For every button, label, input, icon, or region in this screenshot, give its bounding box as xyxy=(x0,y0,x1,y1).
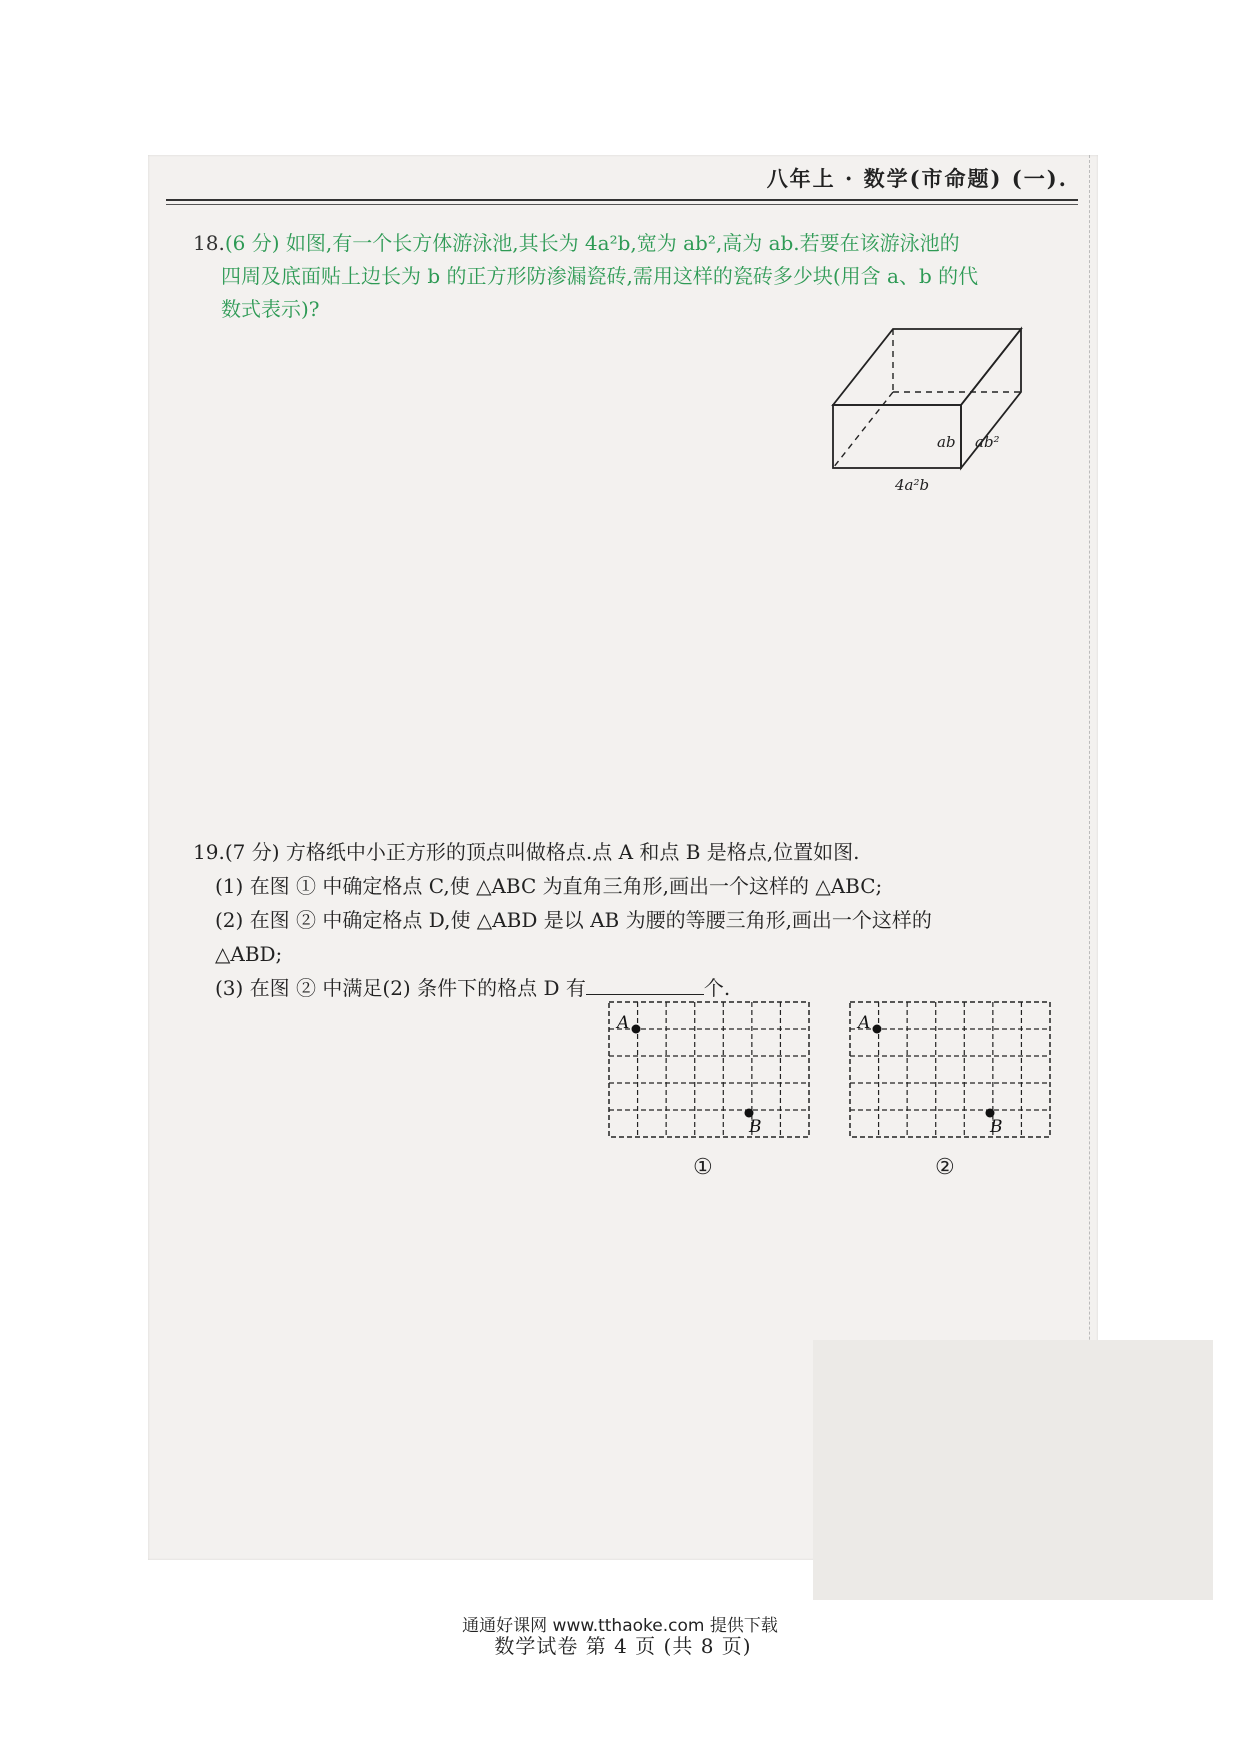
question-19 xyxy=(193,835,1073,1005)
grid-2-border xyxy=(850,1002,1050,1137)
question-19-part2-cont: △ABD; xyxy=(215,942,283,966)
question-18 xyxy=(193,227,1063,326)
label-length: 4a²b xyxy=(895,476,930,494)
page-footer: 数学试卷 第 4 页 (共 8 页) xyxy=(494,1634,752,1658)
question-18-line3: 数式表示)? xyxy=(221,297,320,321)
question-18-line1: (6 分) 如图,有一个长方体游泳池,其长为 4a²b,宽为 ab²,高为 ab.若要在该游泳池的 xyxy=(224,231,960,255)
grid-figure-2 xyxy=(848,1000,1058,1150)
grid-1-lines xyxy=(609,1002,809,1137)
question-19-number: 19. xyxy=(193,840,225,864)
header-rule-thin xyxy=(166,204,1078,205)
answer-blank xyxy=(586,972,704,995)
cuboid-top-face xyxy=(833,329,1021,405)
page-header: 八年上 · 数学(市命题) (一). xyxy=(766,166,1068,191)
download-credit: 通通好课网 www.tthaoke.com 提供下载 xyxy=(462,1616,778,1636)
grid-2-lines xyxy=(850,1002,1050,1137)
grid-2-point-a xyxy=(873,1025,882,1034)
grid-1-caption: ① xyxy=(693,1155,713,1180)
question-19-part1: (1) 在图 ① 中确定格点 C,使 △ABC 为直角三角形,画出一个这样的 △ABC; xyxy=(215,874,883,898)
question-18-line2: 四周及底面贴上边长为 b 的正方形防渗漏瓷砖,需用这样的瓷砖多少块(用含 a、b 的代 xyxy=(221,264,979,288)
grid-2-label-b: B xyxy=(990,1117,1003,1137)
part3-text: (3) 在图 ② 中满足(2) 条件下的格点 D 有 xyxy=(215,976,586,1000)
grid-1-label-b: B xyxy=(749,1117,762,1137)
grid-1-point-a xyxy=(632,1025,641,1034)
label-height: ab xyxy=(937,433,956,451)
grid-1-label-a: A xyxy=(617,1013,630,1033)
erased-area xyxy=(813,1340,1213,1600)
label-width: ab² xyxy=(975,433,1000,451)
cuboid-figure xyxy=(825,325,1025,495)
grid-2-label-a: A xyxy=(858,1013,871,1033)
question-18-number: 18. xyxy=(193,231,225,255)
header-rule xyxy=(166,199,1078,201)
hidden-edge-diagonal xyxy=(833,392,893,468)
part3-text-end: 个. xyxy=(703,976,731,1000)
question-19-intro: (7 分) 方格纸中小正方形的顶点叫做格点.点 A 和点 B 是格点,位置如图. xyxy=(224,840,860,864)
grid-figure-1 xyxy=(607,1000,817,1150)
grid-2-caption: ② xyxy=(935,1155,955,1180)
question-19-part2: (2) 在图 ② 中确定格点 D,使 △ABD 是以 AB 为腰的等腰三角形,画出一个这样的 xyxy=(215,908,932,932)
grid-1-border xyxy=(609,1002,809,1137)
